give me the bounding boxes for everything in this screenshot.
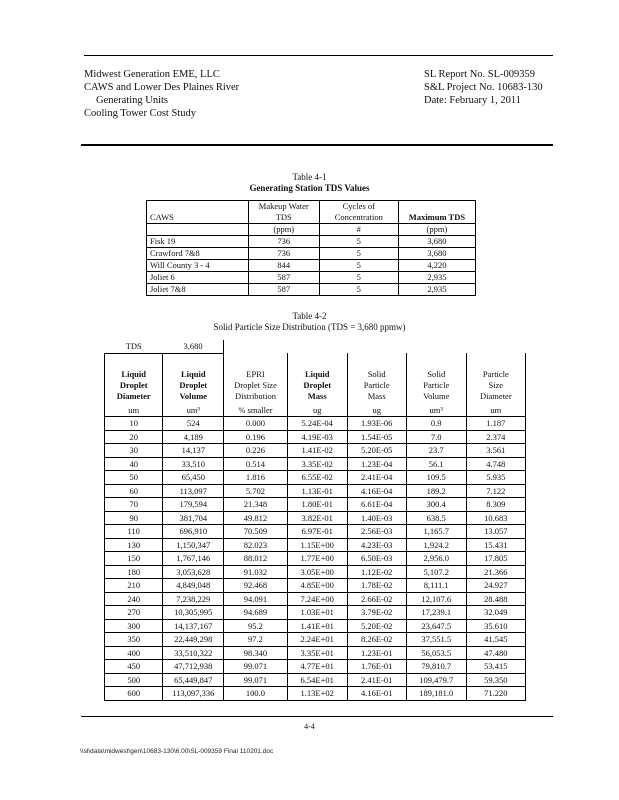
station: Joliet 6 (147, 272, 249, 284)
cell: 2,935 (398, 284, 475, 296)
table-row (105, 484, 526, 498)
cell: 7,238,229 (163, 592, 224, 606)
cell: 90 (105, 511, 163, 525)
table-row (105, 592, 526, 606)
table1-title: Table 4-1 (292, 172, 327, 182)
page-number: 4-4 (304, 722, 315, 731)
station: Crawford 7&8 (147, 248, 249, 260)
cell: 180 (105, 565, 163, 579)
table-row (105, 673, 526, 687)
cell: 20 (105, 430, 163, 444)
h: Size (488, 379, 504, 390)
header-project: CAWS and Lower Des Plaines River (84, 82, 240, 93)
cell: 1.41E-02 (287, 444, 347, 458)
station: Joliet 7&8 (147, 284, 249, 296)
report-date: Date: February 1, 2011 (424, 95, 522, 106)
cell: 92.468 (224, 579, 288, 593)
table1-caption (0, 172, 619, 194)
table-row (105, 687, 526, 701)
unit-caws (147, 224, 249, 236)
cell: 13.057 (466, 525, 525, 539)
cell: 88.012 (224, 552, 288, 566)
cell: 33,510,322 (163, 646, 224, 660)
cell: 189.2 (406, 484, 466, 498)
cell: 524 (163, 417, 224, 431)
cell: 113,097 (163, 484, 224, 498)
cell: 59.350 (466, 673, 525, 687)
cell: 3,680 (398, 236, 475, 248)
h: Particle (423, 379, 450, 390)
table-row (147, 248, 476, 260)
cell: 24.927 (466, 579, 525, 593)
cell: 150 (105, 552, 163, 566)
cell: 21.366 (466, 565, 525, 579)
cell: 179,594 (163, 498, 224, 512)
h: Liquid (121, 368, 146, 379)
cell: 3.35E+01 (287, 646, 347, 660)
cell: 3.79E-02 (347, 606, 406, 620)
cell: 5,107.2 (406, 565, 466, 579)
cell: 1.23E-01 (347, 646, 406, 660)
cell: 5 (319, 272, 398, 284)
h: Particle (363, 379, 390, 390)
cell: 56,053.5 (406, 646, 466, 660)
cell: 8.309 (466, 498, 525, 512)
cell: 3.82E-01 (287, 511, 347, 525)
cell: 1.76E-01 (347, 660, 406, 674)
h: Liquid (304, 368, 330, 379)
cell: 40 (105, 457, 163, 471)
h: Volume (423, 390, 450, 401)
table-row (105, 646, 526, 660)
table-row (147, 272, 476, 284)
cell: 113,097,336 (163, 687, 224, 701)
cell: 6.97E-01 (287, 525, 347, 539)
cell: 23,647.5 (406, 619, 466, 633)
header-project-cont: Generating Units (96, 95, 169, 106)
cell: 1.12E-02 (347, 565, 406, 579)
h: Mass (367, 390, 386, 401)
cell: 736 (248, 248, 319, 260)
file-path: \\sl\data\midwest\gen\10683-130\6.00\SL-009359 Final 110201.doc (80, 748, 274, 755)
col-particle-diameter (466, 353, 525, 404)
unit: % smaller (224, 404, 288, 417)
cell: 0.000 (224, 417, 288, 431)
cell: 70 (105, 498, 163, 512)
cell: 5 (319, 248, 398, 260)
cell: 33,510 (163, 457, 224, 471)
table-row (105, 538, 526, 552)
cell: 82.023 (224, 538, 288, 552)
table-row (105, 579, 526, 593)
cell: 99.071 (224, 673, 288, 687)
cell: 3,053,628 (163, 565, 224, 579)
cell: 17.805 (466, 552, 525, 566)
h: Diameter (116, 390, 151, 401)
cell: 1.77E+00 (287, 552, 347, 566)
table-row (105, 660, 526, 674)
table-row (105, 633, 526, 647)
col-particle-volume (406, 353, 466, 404)
cell: 98.340 (224, 646, 288, 660)
cell: 71.220 (466, 687, 525, 701)
cell: 70.509 (224, 525, 288, 539)
cell: 35.610 (466, 619, 525, 633)
h: Droplet Size (234, 379, 277, 390)
cell: 1.54E-05 (347, 430, 406, 444)
cell: 3.35E-02 (287, 457, 347, 471)
cell: 50 (105, 471, 163, 485)
cell: 6.55E-02 (287, 471, 347, 485)
cell: 65,449,847 (163, 673, 224, 687)
table-row (105, 471, 526, 485)
cell: 53.415 (466, 660, 525, 674)
table-row (147, 236, 476, 248)
cell: 638.5 (406, 511, 466, 525)
cell: 1.13E-01 (287, 484, 347, 498)
cell: 100.0 (224, 687, 288, 701)
cell: 7.24E+00 (287, 592, 347, 606)
cell: 109,479.7 (406, 673, 466, 687)
cell: 56.1 (406, 457, 466, 471)
cell: 4.16E-04 (347, 484, 406, 498)
unit: um³ (406, 404, 466, 417)
cell: 1.78E-02 (347, 579, 406, 593)
table-row (147, 284, 476, 296)
report-number: SL Report No. SL-009359 (424, 69, 536, 80)
cell: 2.56E-03 (347, 525, 406, 539)
h: Droplet (303, 379, 332, 390)
cell: 1.41E+01 (287, 619, 347, 633)
cell: 14,137 (163, 444, 224, 458)
cell: 2,956.0 (406, 552, 466, 566)
col-max-tds: Maximum TDS (398, 201, 475, 224)
col-droplet-diameter (105, 353, 163, 404)
cell: 381,704 (163, 511, 224, 525)
cell: 21.348 (224, 498, 288, 512)
cell: 10 (105, 417, 163, 431)
cell: 2.374 (466, 430, 525, 444)
cell: 5 (319, 260, 398, 272)
cell: 696,910 (163, 525, 224, 539)
cell: 1,767,146 (163, 552, 224, 566)
cell: 2.66E-02 (347, 592, 406, 606)
cell: 1.13E+02 (287, 687, 347, 701)
cell: 94.091 (224, 592, 288, 606)
unit-cycles: # (319, 224, 398, 236)
cell: 1,150,347 (163, 538, 224, 552)
cell: 8.26E-02 (347, 633, 406, 647)
tds-value: 3,680 (163, 340, 224, 353)
cell: 12,107.6 (406, 592, 466, 606)
table-units-row (147, 224, 476, 236)
cell: 300 (105, 619, 163, 633)
cell: 2.41E-01 (347, 673, 406, 687)
table-header-row (105, 353, 526, 404)
cell: 23.7 (406, 444, 466, 458)
cell: 28.488 (466, 592, 525, 606)
cell: 3.561 (466, 444, 525, 458)
unit-max: (ppm) (398, 224, 475, 236)
header-top-rule (84, 55, 553, 56)
cell: 0.196 (224, 430, 288, 444)
header-study: Cooling Tower Cost Study (84, 108, 196, 119)
cell: 109.5 (406, 471, 466, 485)
tds-values-table (146, 200, 476, 296)
cell: 240 (105, 592, 163, 606)
h: Particle (482, 368, 509, 379)
cell: 47,712,938 (163, 660, 224, 674)
cell: 4.77E+01 (287, 660, 347, 674)
cell: 4,220 (398, 260, 475, 272)
h: Droplet (119, 379, 148, 390)
cell: 91.032 (224, 565, 288, 579)
col-makeup-tds: Makeup Water TDS (248, 201, 319, 224)
cell: 2.41E-04 (347, 471, 406, 485)
cell: 7.122 (466, 484, 525, 498)
table-row (105, 444, 526, 458)
cell: 65,450 (163, 471, 224, 485)
cell: 110 (105, 525, 163, 539)
cell: 736 (248, 236, 319, 248)
col-cycles: Cycles of Concentration (319, 201, 398, 224)
cell: 15.431 (466, 538, 525, 552)
unit: um (105, 404, 163, 417)
tds-row-spacer (224, 340, 526, 353)
cell: 1.40E-03 (347, 511, 406, 525)
h: Diameter (480, 390, 512, 401)
unit: ug (287, 404, 347, 417)
unit: um (466, 404, 525, 417)
cell: 600 (105, 687, 163, 701)
table-header-row (147, 201, 476, 224)
header-bottom-rule (81, 144, 553, 146)
cell: 4,189 (163, 430, 224, 444)
cell: 0.514 (224, 457, 288, 471)
cell: 0.9 (406, 417, 466, 431)
cell: 400 (105, 646, 163, 660)
cell: 5.20E-05 (347, 444, 406, 458)
cell: 1.03E+01 (287, 606, 347, 620)
cell: 5.935 (466, 471, 525, 485)
cell: 189,181.0 (406, 687, 466, 701)
cell: 587 (248, 272, 319, 284)
cell: 1.23E-04 (347, 457, 406, 471)
table-row (105, 498, 526, 512)
tds-label: TDS (105, 340, 163, 353)
cell: 270 (105, 606, 163, 620)
table-row (105, 417, 526, 431)
table-row (105, 457, 526, 471)
table-body (105, 417, 526, 701)
cell: 3,680 (398, 248, 475, 260)
table-row (105, 430, 526, 444)
cell: 1.187 (466, 417, 525, 431)
footer-rule (81, 716, 553, 717)
col-caws: CAWS (147, 201, 249, 224)
h: Mass (307, 390, 327, 401)
cell: 5 (319, 236, 398, 248)
header-left (84, 68, 239, 120)
table1-subtitle: Generating Station TDS Values (249, 183, 370, 193)
cell: 1,165.7 (406, 525, 466, 539)
cell: 4.23E-03 (347, 538, 406, 552)
cell: 10.683 (466, 511, 525, 525)
cell: 1.816 (224, 471, 288, 485)
cell: 1.80E-01 (287, 498, 347, 512)
table-row (105, 511, 526, 525)
cell: 4,849,048 (163, 579, 224, 593)
cell: 2,935 (398, 272, 475, 284)
col-particle-mass (347, 353, 406, 404)
cell: 14,137,167 (163, 619, 224, 633)
h: Droplet (179, 379, 208, 390)
project-number: S&L Project No. 10683-130 (424, 82, 543, 93)
cell: 49.812 (224, 511, 288, 525)
col-epri-distribution (224, 353, 288, 404)
cell: 844 (248, 260, 319, 272)
col-droplet-volume (163, 353, 224, 404)
h: Solid (367, 368, 386, 379)
table-row (105, 606, 526, 620)
cell: 41.545 (466, 633, 525, 647)
header-company: Midwest Generation EME, LLC (84, 69, 220, 80)
cell: 4.748 (466, 457, 525, 471)
cell: 2.24E+01 (287, 633, 347, 647)
cell: 7.0 (406, 430, 466, 444)
h: Solid (427, 368, 446, 379)
cell: 30 (105, 444, 163, 458)
cell: 500 (105, 673, 163, 687)
cell: 5.20E-02 (347, 619, 406, 633)
cell: 97.2 (224, 633, 288, 647)
cell: 300.4 (406, 498, 466, 512)
h: EPRI (246, 368, 265, 379)
h: Liquid (180, 368, 206, 379)
table2-caption (0, 311, 619, 333)
table2-subtitle: Solid Particle Size Distribution (TDS = 3,680 ppmw) (213, 322, 406, 332)
cell: 99.071 (224, 660, 288, 674)
particle-size-table (104, 340, 526, 701)
table-row (105, 619, 526, 633)
cell: 5 (319, 284, 398, 296)
table-row (105, 525, 526, 539)
cell: 4.16E-01 (347, 687, 406, 701)
cell: 60 (105, 484, 163, 498)
table2-title: Table 4-2 (292, 311, 327, 321)
cell: 450 (105, 660, 163, 674)
cell: 4.85E+00 (287, 579, 347, 593)
cell: 6.50E-03 (347, 552, 406, 566)
h: Distribution (234, 390, 277, 401)
cell: 95.2 (224, 619, 288, 633)
col-droplet-mass (287, 353, 347, 404)
cell: 10,305,995 (163, 606, 224, 620)
cell: 5.24E-04 (287, 417, 347, 431)
cell: 22,449,298 (163, 633, 224, 647)
cell: 6.54E+01 (287, 673, 347, 687)
cell: 47.480 (466, 646, 525, 660)
cell: 587 (248, 284, 319, 296)
cell: 1.15E+00 (287, 538, 347, 552)
cell: 37,551.5 (406, 633, 466, 647)
header-right (424, 68, 543, 107)
cell: 79,810.7 (406, 660, 466, 674)
cell: 1.93E-06 (347, 417, 406, 431)
cell: 130 (105, 538, 163, 552)
cell: 6.61E-04 (347, 498, 406, 512)
cell: 1,924.2 (406, 538, 466, 552)
cell: 210 (105, 579, 163, 593)
table-row (105, 552, 526, 566)
cell: 8,111.1 (406, 579, 466, 593)
table-row (147, 260, 476, 272)
unit: um³ (163, 404, 224, 417)
cell: 350 (105, 633, 163, 647)
cell: 0.226 (224, 444, 288, 458)
cell: 94.689 (224, 606, 288, 620)
tds-row (105, 340, 526, 353)
cell: 3.05E+00 (287, 565, 347, 579)
cell: 32.049 (466, 606, 525, 620)
cell: 4.19E-03 (287, 430, 347, 444)
station: Fisk 19 (147, 236, 249, 248)
h: Volume (179, 390, 208, 401)
cell: 17,239.1 (406, 606, 466, 620)
unit-makeup: (ppm) (248, 224, 319, 236)
table-units-row (105, 404, 526, 417)
cell: 5.702 (224, 484, 288, 498)
table-row (105, 565, 526, 579)
station: Will County 3 - 4 (147, 260, 249, 272)
unit: ug (347, 404, 406, 417)
